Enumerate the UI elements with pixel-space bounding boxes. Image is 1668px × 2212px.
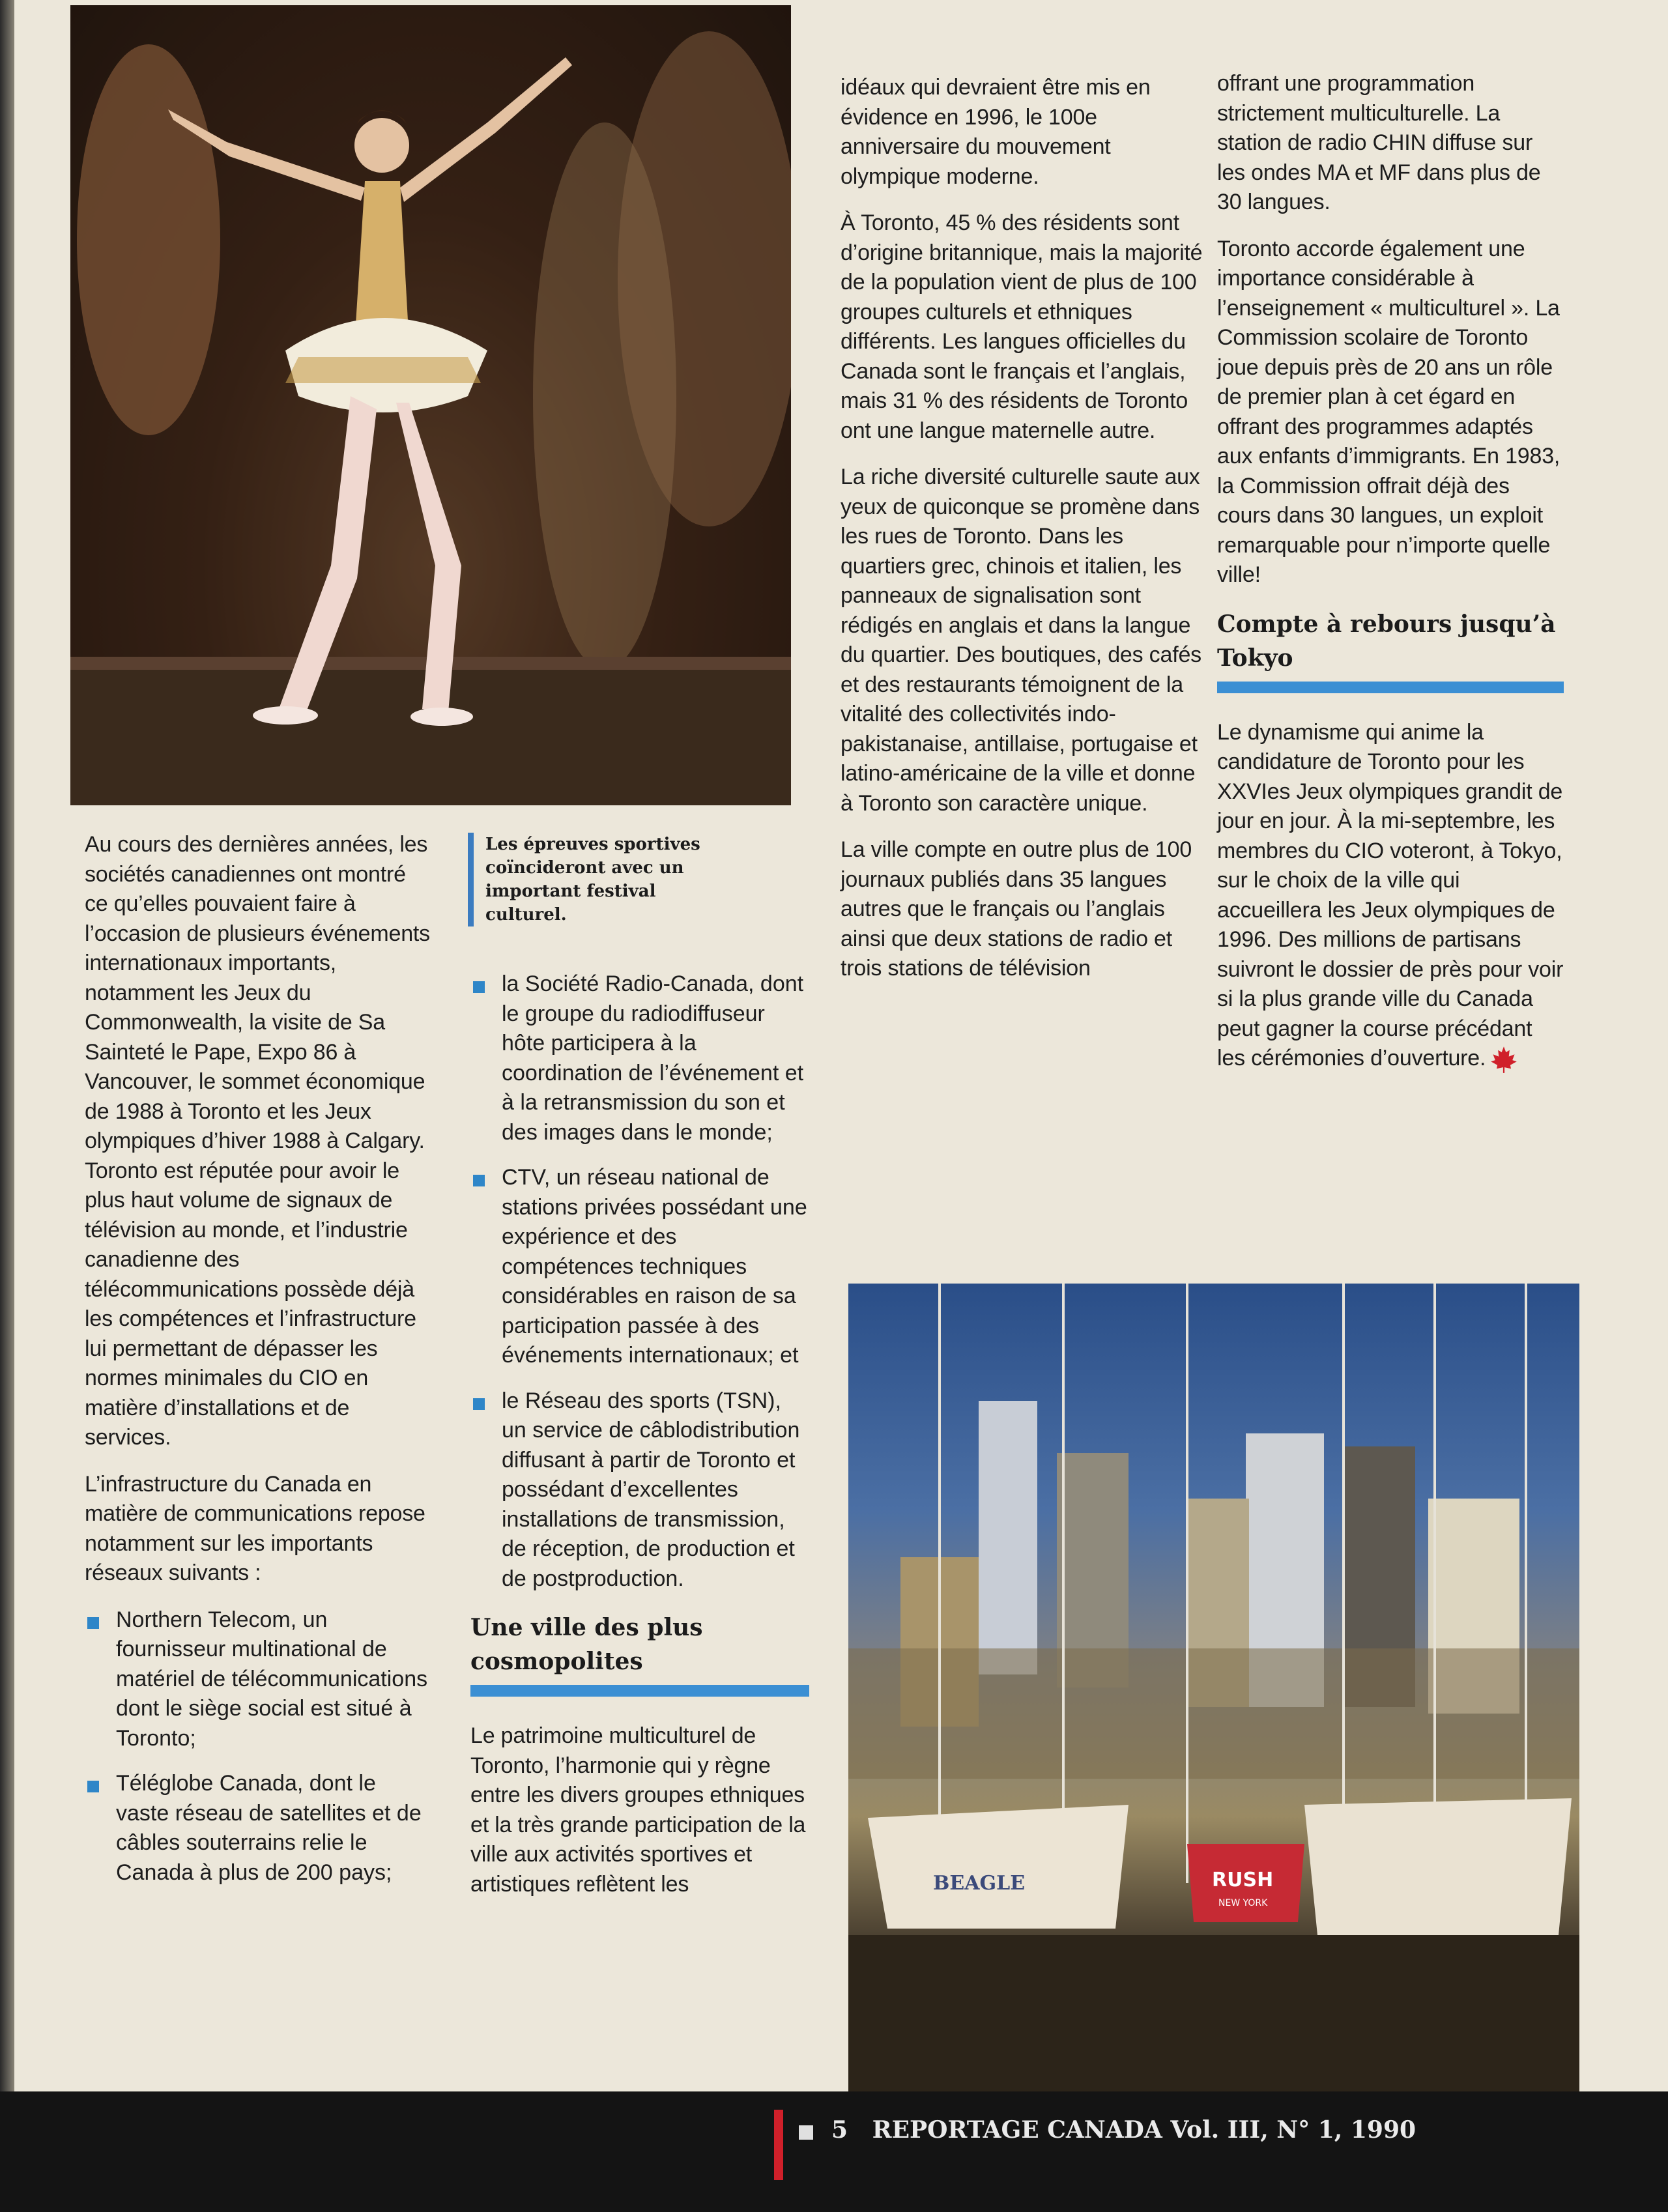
publication-title: REPORTAGE CANADA Vol. III, N° 1, 1990 bbox=[872, 2116, 1416, 2144]
countdown-paragraph: Le dynamisme qui anime la candidature de Toronto pour les XXVIes Jeux olympiques grandit de jour en jour. À la mi-septembre, les membres du CIO voteront, à Tokyo, sur le choix de la ville qui accueillera les Jeux olympiques de 1996. Des millions de partisans suivront le dossier de près pour voir si la plus grande ville du Canada peut gagner la course précédant les cérémonies d’ouverture. bbox=[1217, 718, 1564, 1074]
ideals-paragraph: idéaux qui devraient être mis en évidence en 1996, le 100e anniversaire du mouvement olympique moderne. bbox=[841, 75, 1151, 189]
pull-quote bbox=[468, 833, 700, 926]
column-1 bbox=[85, 830, 430, 1904]
ballet-photo bbox=[70, 5, 791, 805]
demographics-paragraph: À Toronto, 45 % des résidents sont d’origine britannique, mais la majorité de la population vient de plus de 100 groupes culturels et ethniques différents. Les langues officielles du Canada sont le français et l’anglais, mais 31 % des résidents de Toronto ont une langue maternelle autre. bbox=[841, 210, 1203, 443]
list-item: Téléglobe Canada, dont le vaste réseau de satellites et de câbles souterrains relie le Canada à plus de 200 pays; bbox=[85, 1769, 430, 1888]
list-item: CTV, un réseau national de stations privées possédant une expérience et des compétences techniques considérables en raison de sa participation passée à des événements internationaux; et bbox=[470, 1163, 809, 1371]
diversity-paragraph: La riche diversité culturelle saute aux yeux de quiconque se promène dans les rues de Toronto. Dans les quartiers grec, chinois et italien, les panneaux de signalisation sont rédigés en anglais et dans la langue du quartier. Des boutiques, des cafés et des restaurants témoignent de la vitalité des collectivités indo-pakistanaise, antillaise, portugaise et latino-américaine de la ville et donne à Toronto son caractère unique. bbox=[841, 465, 1201, 816]
list-item: la Société Radio-Canada, dont le groupe du radiodiffuseur hôte participera à la coordination de l’événement et à la retransmission du son et des images dans le monde; bbox=[470, 970, 809, 1147]
network-list bbox=[85, 1605, 430, 1888]
ballet-illustration bbox=[70, 5, 791, 805]
broadcaster-list bbox=[470, 970, 809, 1594]
heading-rule bbox=[470, 1685, 809, 1697]
footer-red-bar bbox=[774, 2110, 783, 2180]
intro-paragraph: Au cours des dernières années, les sociétés canadiennes ont montré ce qu’elles pouvaient faire à l’occasion de plusieurs événements internationaux importants, notamment les Jeux du Commonwealth, la visite de Sa Sainteté le Pape, Expo 86 à Vancouver, le sommet économique de 1988 à Toronto et les Jeux olympiques d’hiver 1988 à Calgary. Toronto est réputée pour avoir le plus haut volume de signaux de télévision au monde, et l’industrie canadienne des télécommunications possède déjà les compétences et l’infrastructure lui permettant de dépasser les normes minimales du CIO en matière d’installations et de services. bbox=[85, 832, 430, 1450]
list-item: Northern Telecom, un fournisseur multinational de matériel de télécommunications dont le siège social est situé à Toronto; bbox=[85, 1605, 430, 1754]
harbor-illustration bbox=[848, 1284, 1579, 2091]
list-item: le Réseau des sports (TSN), un service de câblodistribution diffusant à partir de Toronto et possédant d’excellentes installations de transmission, de réception, de production et de postproduction. bbox=[470, 1386, 809, 1594]
radio-paragraph: offrant une programmation strictement multiculturelle. La station de radio CHIN diffuse sur les ondes MA et MF dans plus de 30 langues. bbox=[1217, 71, 1541, 214]
column-3 bbox=[841, 73, 1205, 1001]
boat-label-rush-home: NEW YORK bbox=[1218, 1898, 1268, 1908]
heritage-paragraph: Le patrimoine multiculturel de Toronto, l’harmonie qui y règne entre les divers groupes ethniques et la très grande participation de la ville aux activités sportives et artistiques reflètent les bbox=[470, 1723, 806, 1897]
maple-leaf-icon bbox=[1489, 1045, 1518, 1074]
heading-rule bbox=[1217, 682, 1564, 693]
column-2 bbox=[470, 970, 809, 1916]
section-heading-cosmopolitan: Une ville des plus cosmopolites bbox=[470, 1614, 703, 1675]
section-heading-tokyo: Compte à rebours jusqu’à Tokyo bbox=[1217, 610, 1556, 672]
page-footer bbox=[0, 2091, 1668, 2212]
column-4 bbox=[1217, 69, 1564, 1091]
media-paragraph: La ville compte en outre plus de 100 journaux publiés dans 35 langues autres que le français ou l’anglais ainsi que deux stations de radio et trois stations de télévision bbox=[841, 837, 1192, 981]
education-paragraph: Toronto accorde également une importance considérable à l’enseignement « multiculturel ». La Commission scolaire de Toronto joue depuis près de 20 ans un rôle de premier plan à cet égard en offrant des programmes adaptés aux enfants d’immigrants. En 1983, la Commission offrait déjà des cours dans 30 langues, un exploit remarquable pour n’importe quelle ville! bbox=[1217, 236, 1560, 587]
pull-quote-text: Les épreuves sportives coïncideront avec un important festival culturel. bbox=[485, 835, 700, 925]
footer-square-icon bbox=[799, 2125, 813, 2140]
infrastructure-paragraph: L’infrastructure du Canada en matière de communications repose notamment sur les importants réseaux suivants : bbox=[85, 1471, 425, 1585]
page-number: 5 bbox=[831, 2116, 848, 2144]
binding-edge bbox=[0, 0, 14, 2212]
toronto-harbor-photo bbox=[848, 1284, 1579, 2091]
boat-label-beagle: BEAGLE bbox=[933, 1872, 1026, 1895]
boat-label-rush: RUSH bbox=[1212, 1869, 1274, 1891]
footer-folio bbox=[831, 2114, 1416, 2146]
